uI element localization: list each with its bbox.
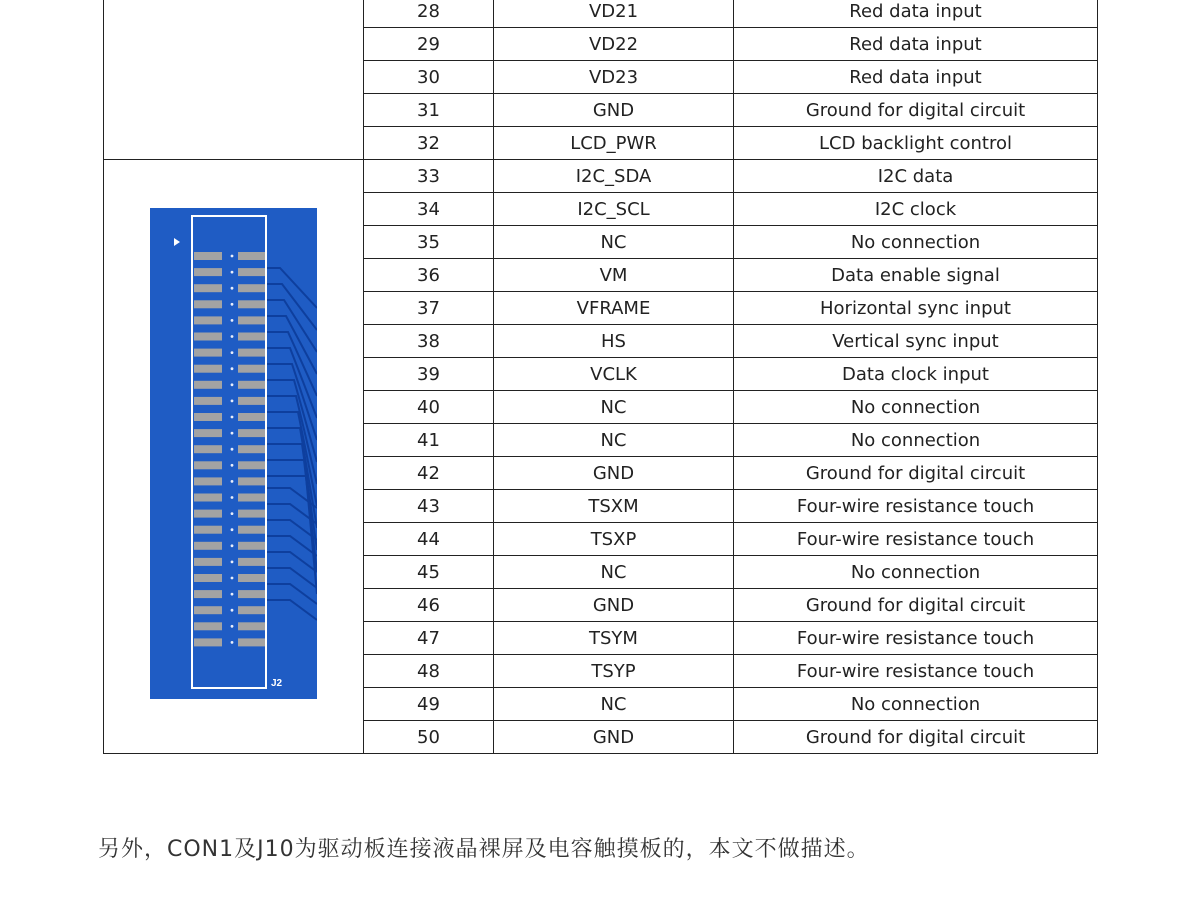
description-cell: I2C data	[734, 160, 1098, 193]
signal-name-cell: TSXM	[494, 490, 734, 523]
pin-number-cell: 30	[364, 61, 494, 94]
description-cell: Four-wire resistance touch	[734, 622, 1098, 655]
signal-name-cell: NC	[494, 226, 734, 259]
signal-name-cell: VD23	[494, 61, 734, 94]
signal-name-cell: TSXP	[494, 523, 734, 556]
pin-number-cell: 46	[364, 589, 494, 622]
pin-number-cell: 49	[364, 688, 494, 721]
signal-name-cell: TSYM	[494, 622, 734, 655]
signal-name-cell: LCD_PWR	[494, 127, 734, 160]
pin-number-cell: 38	[364, 325, 494, 358]
pin-number-cell: 43	[364, 490, 494, 523]
description-cell: Ground for digital circuit	[734, 457, 1098, 490]
pin-definition-table	[103, 0, 1098, 754]
table-row	[104, 0, 1098, 28]
description-cell: Red data input	[734, 61, 1098, 94]
signal-name-cell: GND	[494, 721, 734, 754]
pin-number-cell: 37	[364, 292, 494, 325]
pcb-connector-image	[150, 208, 317, 699]
pin-number-cell: 40	[364, 391, 494, 424]
pin-number-cell: 47	[364, 622, 494, 655]
pin-number-cell: 39	[364, 358, 494, 391]
pin-number-cell: 33	[364, 160, 494, 193]
signal-name-cell: GND	[494, 94, 734, 127]
pin-number-cell: 41	[364, 424, 494, 457]
pin-number-cell: 42	[364, 457, 494, 490]
description-cell: Horizontal sync input	[734, 292, 1098, 325]
pin-table-body	[104, 0, 1098, 754]
description-cell: No connection	[734, 391, 1098, 424]
description-cell: Ground for digital circuit	[734, 589, 1098, 622]
pin-number-cell: 50	[364, 721, 494, 754]
pcb-connector-icon	[150, 208, 317, 699]
empty-image-cell	[104, 0, 364, 160]
signal-name-cell: VFRAME	[494, 292, 734, 325]
description-cell: Four-wire resistance touch	[734, 490, 1098, 523]
description-cell: LCD backlight control	[734, 127, 1098, 160]
signal-name-cell: NC	[494, 391, 734, 424]
pin-number-cell: 44	[364, 523, 494, 556]
table-row	[104, 160, 1098, 193]
signal-name-cell: VM	[494, 259, 734, 292]
signal-name-cell: GND	[494, 457, 734, 490]
description-cell: Ground for digital circuit	[734, 94, 1098, 127]
description-cell: No connection	[734, 226, 1098, 259]
signal-name-cell: HS	[494, 325, 734, 358]
signal-name-cell: TSYP	[494, 655, 734, 688]
signal-name-cell: NC	[494, 424, 734, 457]
signal-name-cell: NC	[494, 688, 734, 721]
description-cell: No connection	[734, 556, 1098, 589]
description-cell: No connection	[734, 424, 1098, 457]
pin-number-cell: 31	[364, 94, 494, 127]
signal-name-cell: GND	[494, 589, 734, 622]
footer-note: 另外，CON1及J10为驱动板连接液晶裸屏及电容触摸板的，本文不做描述。	[98, 837, 870, 862]
signal-name-cell: I2C_SDA	[494, 160, 734, 193]
pin-number-cell: 29	[364, 28, 494, 61]
description-cell: Data clock input	[734, 358, 1098, 391]
description-cell: No connection	[734, 688, 1098, 721]
svg-text:J2: J2	[271, 678, 283, 689]
pin-number-cell: 34	[364, 193, 494, 226]
pin-number-cell: 35	[364, 226, 494, 259]
pin-number-cell: 32	[364, 127, 494, 160]
description-cell: Red data input	[734, 0, 1098, 28]
description-cell: Four-wire resistance touch	[734, 655, 1098, 688]
description-cell: Four-wire resistance touch	[734, 523, 1098, 556]
signal-name-cell: VD21	[494, 0, 734, 28]
signal-name-cell: VD22	[494, 28, 734, 61]
pin-number-cell: 28	[364, 0, 494, 28]
pin-number-cell: 48	[364, 655, 494, 688]
pin-number-cell: 45	[364, 556, 494, 589]
description-cell: I2C clock	[734, 193, 1098, 226]
signal-name-cell: I2C_SCL	[494, 193, 734, 226]
description-cell: Ground for digital circuit	[734, 721, 1098, 754]
pin-number-cell: 36	[364, 259, 494, 292]
description-cell: Vertical sync input	[734, 325, 1098, 358]
signal-name-cell: NC	[494, 556, 734, 589]
pcb-image-cell	[104, 160, 364, 754]
description-cell: Red data input	[734, 28, 1098, 61]
signal-name-cell: VCLK	[494, 358, 734, 391]
description-cell: Data enable signal	[734, 259, 1098, 292]
